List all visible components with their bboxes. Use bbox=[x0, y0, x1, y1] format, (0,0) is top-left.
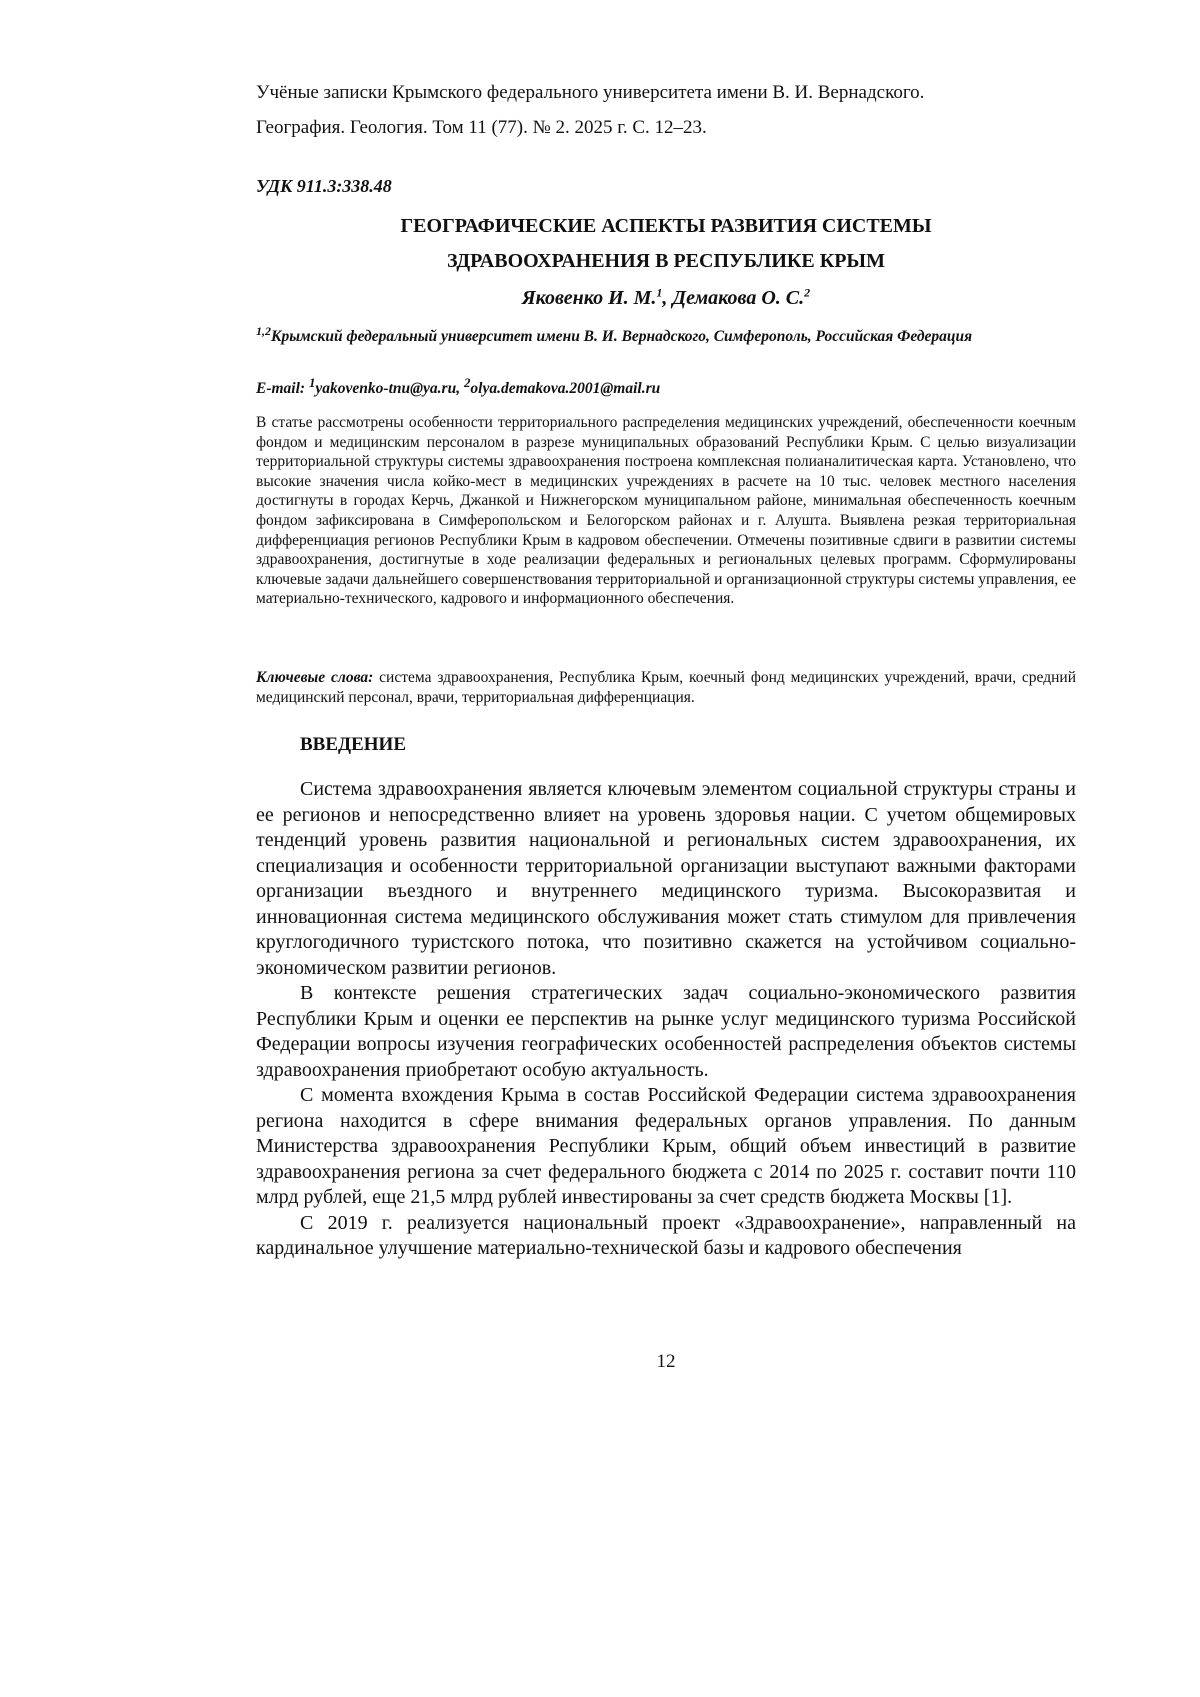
email-line bbox=[256, 373, 660, 399]
introduction-paragraph: Система здравоохранения является ключевым элементом социальной структуры страны и ее регионов и непосредственно влияет на уровень здоровья нации. С учетом общемировых тенденций уровень развития национальной и региональных систем здравоохранения, их специализация и особенности территориальной организации выступают важными факторами организации въездного и внутреннего медицинского туризма. Высокоразвитая и инновационная система медицинского обслуживания может стать стимулом для привлечения круглогодичного туристского потока, что позитивно скажется на устойчивом социально-экономическом развитии регионов. bbox=[256, 778, 1076, 979]
email-1-mark: 1 bbox=[308, 375, 316, 390]
affiliation bbox=[256, 323, 1076, 347]
introduction-paragraph: С момента вхождения Крыма в состав Российской Федерации система здравоохранения региона находится в сфере внимания федеральных органов управления. По данным Министерства здравоохранения Республики Крым, общий объем инвестиций в развитие здравоохранения региона за счет федерального бюджета с 2014 по 2025 г. составит почти 110 млрд рублей, еще 21,5 млрд рублей инвестированы за счет средств бюджета Москвы [1]. bbox=[256, 1084, 1076, 1208]
article-title-line-1: ГЕОГРАФИЧЕСКИЕ АСПЕКТЫ РАЗВИТИЯ СИСТЕМЫ bbox=[400, 215, 932, 237]
section-heading-introduction: ВВЕДЕНИЕ bbox=[300, 734, 406, 755]
introduction-paragraph: В контексте решения стратегических задач социально-экономического развития Республики Крым и оценки ее перспектив на рынке услуг медицинского туризма Российской Федерации вопросы изучения географических особенностей распределения объектов системы здравоохранения приобретают особую актуальность. bbox=[256, 982, 1076, 1081]
email-2-mark: 2 bbox=[463, 375, 471, 390]
author-separator: , bbox=[662, 287, 673, 309]
article-title bbox=[256, 209, 1076, 279]
journal-header-line-1: Учёные записки Крымского федерального университета имени В. И. Вернадского. bbox=[256, 82, 925, 103]
introduction-body bbox=[256, 777, 1076, 1262]
article-title-line-2: ЗДРАВООХРАНЕНИЯ В РЕСПУБЛИКЕ КРЫМ bbox=[447, 250, 885, 272]
keywords-text: система здравоохранения, Республика Крым, коечный фонд медицинских учреждений, врачи, средний медицинский персонал, врачи, территориальная дифференциация. bbox=[256, 669, 1077, 706]
email-2[interactable]: olya.demakova.2001@mail.ru bbox=[470, 380, 661, 398]
email-separator: , bbox=[456, 380, 464, 398]
affiliation-text: Крымский федеральный университет имени В. И. Вернадского, Симферополь, Российская Федерация bbox=[271, 328, 973, 345]
author-2: Демакова О. С. bbox=[672, 287, 805, 309]
keywords-label: Ключевые слова: bbox=[256, 669, 374, 686]
udc-code: УДК 911.3:338.48 bbox=[256, 176, 392, 196]
introduction-paragraph: С 2019 г. реализуется национальный проект «Здравоохранение», направленный на кардинальное улучшение материально-технической базы и кадрового обеспечения bbox=[256, 1211, 1076, 1259]
author-1: Яковенко И. М. bbox=[521, 287, 657, 309]
affiliation-mark: 1,2 bbox=[256, 323, 271, 338]
author-1-affil-mark: 1 bbox=[656, 285, 663, 300]
email-label: E-mail: bbox=[256, 380, 309, 398]
authors bbox=[256, 284, 1076, 312]
page-number: 12 bbox=[656, 1351, 676, 1372]
abstract: В статье рассмотрены особенности территориального распределения медицинских учреждений, обеспеченности коечным фондом и медицинским персоналом в разрезе муниципальных образований Республики Крым. С целью визуализации территориальной структуры системы здравоохранения построена комплексная полианалитическая карта. Установлено, что высокие значения числа койко-мест в медицинских учреждениях в расчете на 10 тыс. человек местного населения достигнуты в городах Керчь, Джанкой и Нижнегорском муниципальном районе, минимальная обеспеченность коечным фондом зафиксирована в Симферопольском и Белогорском районах и г. Алушта. Выявлена резкая территориальная дифференциация регионов Республики Крым в кадровом обеспечении. Отмечены позитивные сдвиги в развитии системы здравоохранения, достигнутые в ходе реализации федеральных и региональных целевых программ. Сформулированы ключевые задачи дальнейшего совершенствования территориальной и организационной структуры системы управления, ее материально-технического, кадрового и информационного обеспечения. bbox=[256, 414, 1076, 608]
author-2-affil-mark: 2 bbox=[804, 285, 811, 300]
journal-header-line-2: География. Геология. Том 11 (77). № 2. 2025 г. С. 12–23. bbox=[256, 117, 707, 138]
keywords bbox=[256, 668, 1076, 707]
email-1[interactable]: yakovenko-tnu@ya.ru bbox=[315, 380, 457, 398]
